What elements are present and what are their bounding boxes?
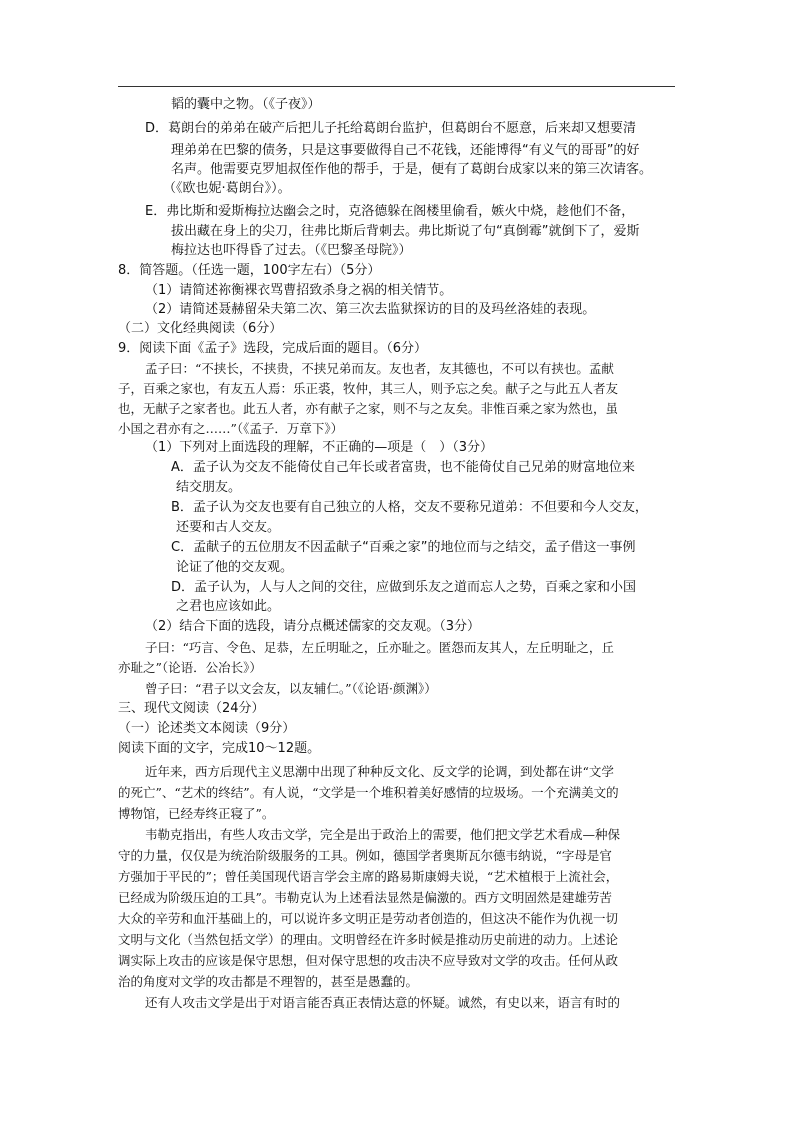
text-line: 梅拉达也吓得昏了过去。（《巴黎圣母院》） [171,243,412,258]
quote-line: 子曰：“巧言、令色、足恭，左丘明耻之，丘亦耻之。匿怨而友其人，左丘明耻之，丘 [145,640,614,655]
body-line: 已经成为阶级压迫的工具”。韦勒克认为上述看法显然是偏激的。西方文明固然是建雄劳苦 [118,890,612,905]
quote-line: 小国之君亦有之……”（《孟子．万章下》） [118,421,344,436]
section-heading: （二）文化经典阅读（6分） [118,321,283,336]
text-line: 论证了他的交友观。 [176,560,294,575]
text-line: 理弟弟在巴黎的债务，只是这事要做得自己不花钱，还能博得“有义气的哥哥”的好 [171,143,640,158]
body-line: 文明与文化（当然包括文学）的理由。文明曾经在许多时候是推动历史前进的动力。上述论 [118,932,619,947]
quote-line: 也，无献子之家者也。此五人者，亦有献子之家，则不与之友矣。非惟百乘之家为然也，虽 [118,401,619,416]
body-line: 博物馆，已经寿终正寝了”。 [118,806,275,821]
option-c-line: C．孟献子的五位朋友不因孟献子“百乘之家”的地位而与之结交，孟子借这一事例 [171,540,636,555]
option-d-line: D．葛朗台的弟弟在破产后把儿子托给葛朗台监护，但葛朗台不愿意，后来却又想要清 [145,121,637,136]
quote-line: 孟子曰：“不挟长，不挟贵，不挟兄弟而友。友也者，友其德也，不可以有挟也。孟献 [145,361,614,376]
body-line: 调实际上攻击的应该是保守思想，但对保守思想的攻击决不应导致对文学的攻击。任何从政 [118,953,619,968]
instruction-line: 阅读下面的文字，完成10～12题。 [118,741,321,756]
sub-question: （1）下列对上面选段的理解，不正确的—项是（ ）（3分） [145,440,494,455]
option-b-line: B．孟子认为交友也要有自己独立的人格，交友不要称兄道弟：不但要和今人交友， [171,500,648,515]
question-8-title: 8．简答题。（任选一题，100字左右）（5分） [118,263,381,278]
option-e-line: E．弗比斯和爱斯梅拉达幽会之时，克洛德躲在阁楼里偷看，嫉火中烧，趁他们不备， [145,204,635,219]
body-line: 韦勒克指出，有些人攻击文学，完全是出于政治上的需要，他们把文学艺术看成—种保 [145,827,621,842]
body-line: 大众的辛劳和血汗基础上的，可以说许多文明正是劳动者创造的，但这决不能作为仇视一切 [118,911,619,926]
header-rule [118,86,675,87]
text-line: （2）请简述聂赫留朵夫第二次、第三次去监狱探访的目的及玛丝洛娃的表现。 [145,302,596,317]
text-line: 结交朋友。 [176,480,242,495]
text-line: 韬的囊中之物。（《子夜》） [171,97,321,112]
text-line: 还要和古人交友。 [176,520,281,535]
body-line: 的死亡”、“艺术的终结”。有人说，“文学是一个堆积着美好感情的垃圾场。一个充满美文的 [118,785,619,800]
sub-question: （2）结合下面的选段，请分点概述儒家的交友观。（3分） [145,619,481,634]
text-line: 名声。他需要克罗旭叔侄作他的帮手，于是，便有了葛朗台成家以来的第三次请客。 [171,162,653,177]
text-line: （《欧也妮·葛朗台》）。 [163,181,291,196]
text-line: 拔出藏在身上的尖刀，往弗比斯后背刺去。弗比斯说了句“真倒霉”就倒下了，爱斯 [171,224,640,239]
body-line: 还有人攻击文学是出于对语言能否真正表情达意的怀疑。诚然，有史以来，语言有时的 [145,995,621,1010]
option-a-line: A．孟子认为交友不能倚仗自己年长或者富贵，也不能倚仗自己兄弟的财富地位来 [171,460,635,475]
question-9-title: 9．阅读下面《孟子》选段，完成后面的题目。（6分） [118,341,428,356]
text-line: 之君也应该如此。 [176,599,281,614]
quote-line: 亦耻之”（论语．公冶长》） [118,660,262,675]
section-heading: 三、现代文阅读（24分） [118,701,265,716]
body-line: 近年来，西方后现代主义思潮中出现了种种反文化、反文学的论调，到处都在讲“文学 [145,764,614,779]
body-line: 方强加于平民的”；曾任美国现代语言学会主席的路易斯康姆夫说，“艺术植根于上流社会， [118,869,619,884]
option-d-line: D．孟子认为，人与人之间的交往，应做到乐友之道而忘人之势，百乘之家和小国 [171,580,637,595]
section-heading: （一）论述类文本阅读（9分） [118,721,296,736]
text-line: （1）请简述祢衡裸衣骂曹招致杀身之祸的相关情节。 [145,283,453,298]
quote-line: 曾子曰：“君子以文会友，以友辅仁。”（《论语·颜渊》） [145,681,437,696]
quote-line: 子，百乘之家也，有友五人焉：乐正裘，牧仲，其三人，则予忘之矣。献子之与此五人者友 [118,381,619,396]
body-line: 守的力量，仅仅是为统治阶级服务的工具。例如，德国学者奥斯瓦尔德韦纳说，“字母是官 [118,848,612,863]
body-line: 治的角度对文学的攻击都是不理智的，甚至是愚蠢的。 [118,974,419,989]
